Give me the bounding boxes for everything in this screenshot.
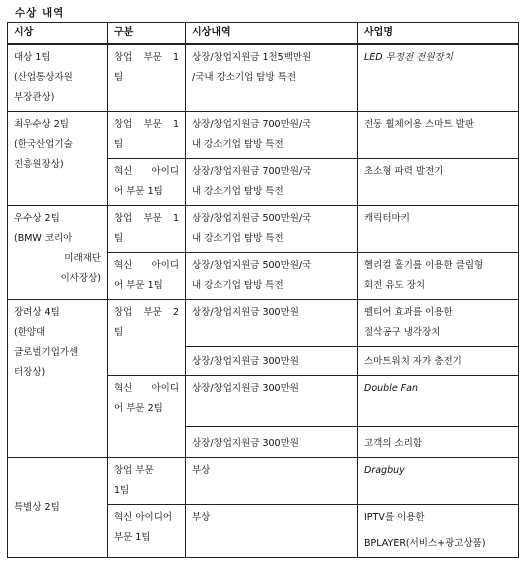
table-row (8, 300, 519, 347)
prize-cell: 상장/창업지원금 700만원/국 내 강소기업 탐방 특전 (186, 159, 358, 206)
project-cell: Dragbuy (358, 458, 519, 505)
prize-cell: 부상 (186, 458, 358, 505)
header-prize: 시상내역 (186, 23, 358, 45)
prize-cell: 상장/창업지원금 500만원/국 내 강소기업 탐방 특전 (186, 206, 358, 253)
project-cell: 스마트워치 자가 충전기 (358, 347, 519, 376)
category-cell: 혁신 아이디 어 부문 2팀 (108, 376, 186, 458)
project-cell: 초소형 파력 발전기 (358, 159, 519, 206)
prize-cell: 상장/창업지원금 500만원/국 내 강소기업 탐방 특전 (186, 253, 358, 300)
table-header-row (8, 23, 519, 45)
category-cell: 혁신 아이디 어 부문 1팀 (108, 159, 186, 206)
category-cell: 혁신 아이디 어 부문 1팀 (108, 253, 186, 300)
project-cell: 고객의 소리함 (358, 427, 519, 458)
prize-cell: 상장/창업지원금 300만원 (186, 347, 358, 376)
project-cell: 헬리컬 홀기를 이용한 클립형 회전 유도 장치 (358, 253, 519, 300)
award-cell: 장려상 4팀 (한양대 글로벌기업가센 터장상) (8, 300, 108, 458)
award-cell: 우수상 2팀 (BMW 코리아 미래재단 이사장상) (8, 206, 108, 300)
project-cell: 전동 휠체어용 스마트 발판 (358, 112, 519, 159)
project-cell: LED 무정전 전원장치 (358, 44, 519, 112)
award-cell: 최우수상 2팀 (한국산업기술 진흥원장상) (8, 112, 108, 206)
prize-cell: 상장/창업지원금 300만원 (186, 427, 358, 458)
prize-cell: 상장/창업지원금 1천5백만원 /국내 강소기업 탐방 특전 (186, 44, 358, 112)
project-cell: 펠티어 효과를 이용한 절삭공구 냉각장치 (358, 300, 519, 347)
document-title: 수상 내역 (15, 7, 65, 19)
header-project: 사업명 (358, 23, 519, 45)
table-row (8, 112, 519, 159)
category-cell: 창업 부문 1 팀 (108, 206, 186, 253)
category-cell: 창업 부문 1 팀 (108, 44, 186, 112)
project-cell: Double Fan (358, 376, 519, 427)
header-award: 시상 (8, 23, 108, 45)
category-cell: 창업 부문 1 팀 (108, 112, 186, 159)
prize-cell: 상장/창업지원금 300만원 (186, 376, 358, 427)
prize-cell: 부상 (186, 505, 358, 558)
category-cell: 창업 부문 2 팀 (108, 300, 186, 376)
table-row (8, 458, 519, 505)
prize-cell: 상장/창업지원금 700만원/국 내 강소기업 탐방 특전 (186, 112, 358, 159)
category-cell: 혁신 아이디어 부문 1팀 (108, 505, 186, 558)
table-row (8, 206, 519, 253)
table-row (8, 44, 519, 112)
project-cell: IPTV를 이용한 BPLAYER(서비스+광고상품) (358, 505, 519, 558)
award-cell: 특별상 2팀 (8, 458, 108, 558)
project-cell: 캐릭터마키 (358, 206, 519, 253)
prize-cell: 상장/창업지원금 300만원 (186, 300, 358, 347)
category-cell: 창업 부문 1팀 (108, 458, 186, 505)
awards-table (7, 22, 519, 558)
award-cell: 대상 1팀 (산업통상자원 부장관상) (8, 44, 108, 112)
header-category: 구분 (108, 23, 186, 45)
